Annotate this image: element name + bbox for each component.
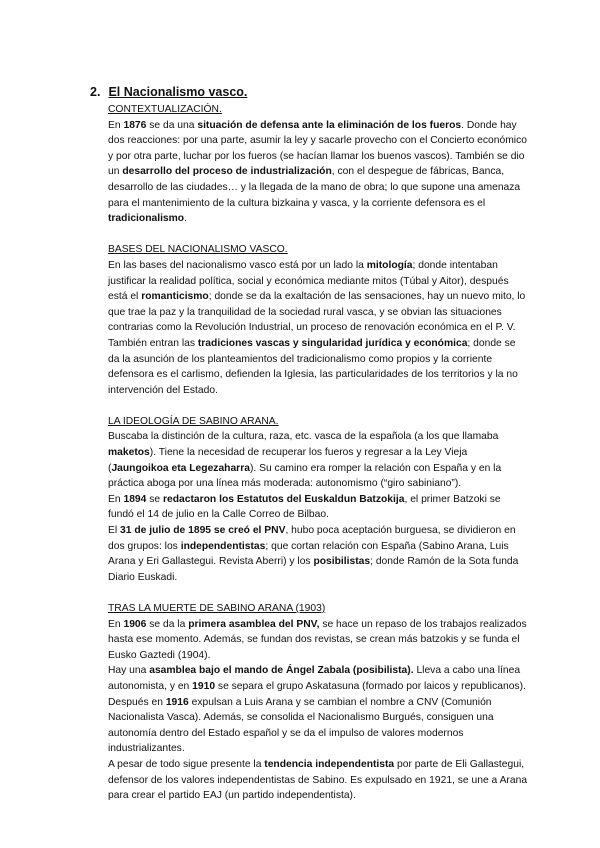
text-run: En	[108, 119, 124, 131]
bold-text: 1876	[123, 119, 147, 131]
section-heading	[90, 85, 247, 99]
text-run: , hubo poca aceptación burguesa, se dividieron en dos grupos: los	[108, 525, 516, 552]
section	[108, 601, 528, 804]
text-run: se da una	[146, 119, 198, 131]
paragraph	[108, 258, 528, 398]
text-run: Buscaba la distinción de la cultura, raza, etc. vasca de la española (a los que llamaba	[108, 431, 499, 443]
text-run: ; que cortan relación con España (Sabino Arana, Luis Arana y Eri Gallastegui. Revista Aberri) y los	[108, 540, 509, 568]
section-spacer	[108, 398, 528, 414]
document-body	[108, 102, 528, 804]
paragraph	[108, 617, 528, 664]
section-title: LA IDEOLOGÍA DE SABINO ARANA.	[108, 415, 279, 427]
text-run: ; donde intentaban justificar la realidad política, social y económica mediante mitos (Túbal y Aitor), después está el	[108, 259, 509, 303]
section	[108, 102, 528, 227]
paragraph	[108, 757, 528, 804]
section-title: CONTEXTUALIZACIÓN.	[108, 104, 222, 115]
bold-text: romanticismo	[141, 291, 209, 303]
text-run: se hace un repaso de los trabajos realizados hasta ese momento. Además, se fundan dos revistas, se crean más batzokis y se funda el Eusko Gaztedi (1904).	[108, 618, 527, 661]
section	[108, 242, 528, 398]
section-spacer	[108, 227, 528, 243]
bold-text: maketos	[108, 447, 150, 459]
bold-text: tendencia independentista	[264, 758, 395, 770]
bold-text: tradiciones vascas y singularidad jurídica y económica	[197, 337, 468, 349]
text-run: expulsan a Luis Arana y se cambian el nombre a CNV (Comunión Nacionalista Vasca). Además, se consolida el Nacionalismo Burgués, consiguen una autonomía dentro del Estado español y se da el impulso de valores modernos industrializantes.	[108, 696, 494, 755]
text-run: , con el despegue de fábricas, Banca, desarrollo de las ciudades… y la llegada de la mano de obra; lo que supone una amenaza para el mantenimiento de la cultura bizkaina y vasca, y la corriente defensora es el	[108, 166, 521, 209]
section-title: BASES DEL NACIONALISMO VASCO.	[108, 244, 288, 256]
bold-text: desarrollo del proceso de industrialización	[122, 166, 332, 178]
section-title: TRAS LA MUERTE DE SABINO ARANA (1903)	[108, 603, 326, 614]
section	[108, 414, 528, 586]
paragraph	[108, 429, 528, 491]
text-run: se separa el grupo Askatasuna (formado por laicos y republicanos). Después en	[108, 680, 526, 708]
text-run: Lleva a cabo una línea autonomista, y en	[108, 665, 521, 692]
bold-text: 31 de julio de 1895 se creó el PNV	[120, 525, 286, 537]
bold-text: 1910	[192, 680, 216, 692]
text-run: , el primer Batzoki se fundó el 14 de julio en la Calle Correo de Bilbao.	[108, 493, 501, 521]
text-run: ). Tiene la necesidad de recuperar los fueros y regresar a la Ley Vieja (	[108, 447, 468, 474]
text-run: . Donde hay dos reacciones: por una parte, asumir la ley y sacarle provecho con el Concierto económico y por otra parte, luchar por los fueros (se hacían llamar los buenos vascos). También se dio un	[108, 119, 527, 178]
bold-text: 1916	[165, 696, 189, 708]
text-run: por parte de Eli Gallastegui, defensor de los valores independentistas de Sabino. Es expulsado en 1921, se une a Arana para crear el partido EAJ (un partido independentista).	[108, 758, 528, 802]
text-run: .	[184, 213, 187, 225]
text-run: ; donde se da la asunción de los planteamientos del tradicionalismo como propios y la corriente defensora es el carlismo, defienden la Iglesia, las particularidades de los territorios y la no intervención del Estado.	[108, 337, 518, 396]
text-run: se da la	[146, 618, 189, 630]
bold-text: 1894	[123, 493, 147, 505]
text-run: ; donde Ramón de la Sota funda Diario Euskadi.	[108, 556, 519, 583]
text-run: se	[146, 493, 163, 505]
text-run: Hay una	[108, 665, 150, 677]
text-run: En	[108, 618, 124, 630]
bold-text: mitología	[366, 259, 413, 271]
paragraph	[108, 523, 528, 585]
bold-text: situación de defensa ante la eliminación de los fueros	[197, 119, 462, 131]
bold-text: Jaungoikoa eta Legezaharra	[111, 462, 250, 474]
paragraph	[108, 118, 528, 227]
bold-text: asamblea bajo el mando de Ángel Zabala (posibilista).	[149, 665, 414, 677]
paragraph	[108, 663, 528, 757]
bold-text: independentistas	[180, 540, 266, 552]
bold-text: tradicionalismo	[108, 213, 185, 225]
bold-text: primera asamblea del PNV,	[188, 618, 320, 630]
text-run: A pesar de todo sigue presente la	[108, 758, 265, 770]
bold-text: 1906	[123, 618, 147, 630]
paragraph	[108, 492, 528, 523]
text-run: En las bases del nacionalismo vasco está por un lado la	[108, 259, 367, 271]
text-run: ). Su camino era romper la relación con España y en la práctica aboga por una línea más moderada: autonomismo (“giro sabiniano”).	[108, 462, 502, 490]
bold-text: redactaron los Estatutos del Euskaldun Batzokija	[163, 493, 405, 505]
text-run: El	[108, 525, 121, 537]
heading-number: 2.	[90, 85, 101, 99]
bold-text: posibilistas	[313, 556, 371, 568]
section-spacer	[108, 585, 528, 601]
heading-title: El Nacionalismo vasco.	[108, 85, 248, 99]
text-run: En	[108, 493, 124, 505]
text-run: ; donde se da la exaltación de las sensaciones, hay un nuevo mito, lo que trae la paz y la tranquilidad de la sociedad rural vasca, y se obvian las situaciones contrarias como la Revolución Industrial, un proceso de renovación económica en el P. V. También entran las	[108, 291, 526, 349]
